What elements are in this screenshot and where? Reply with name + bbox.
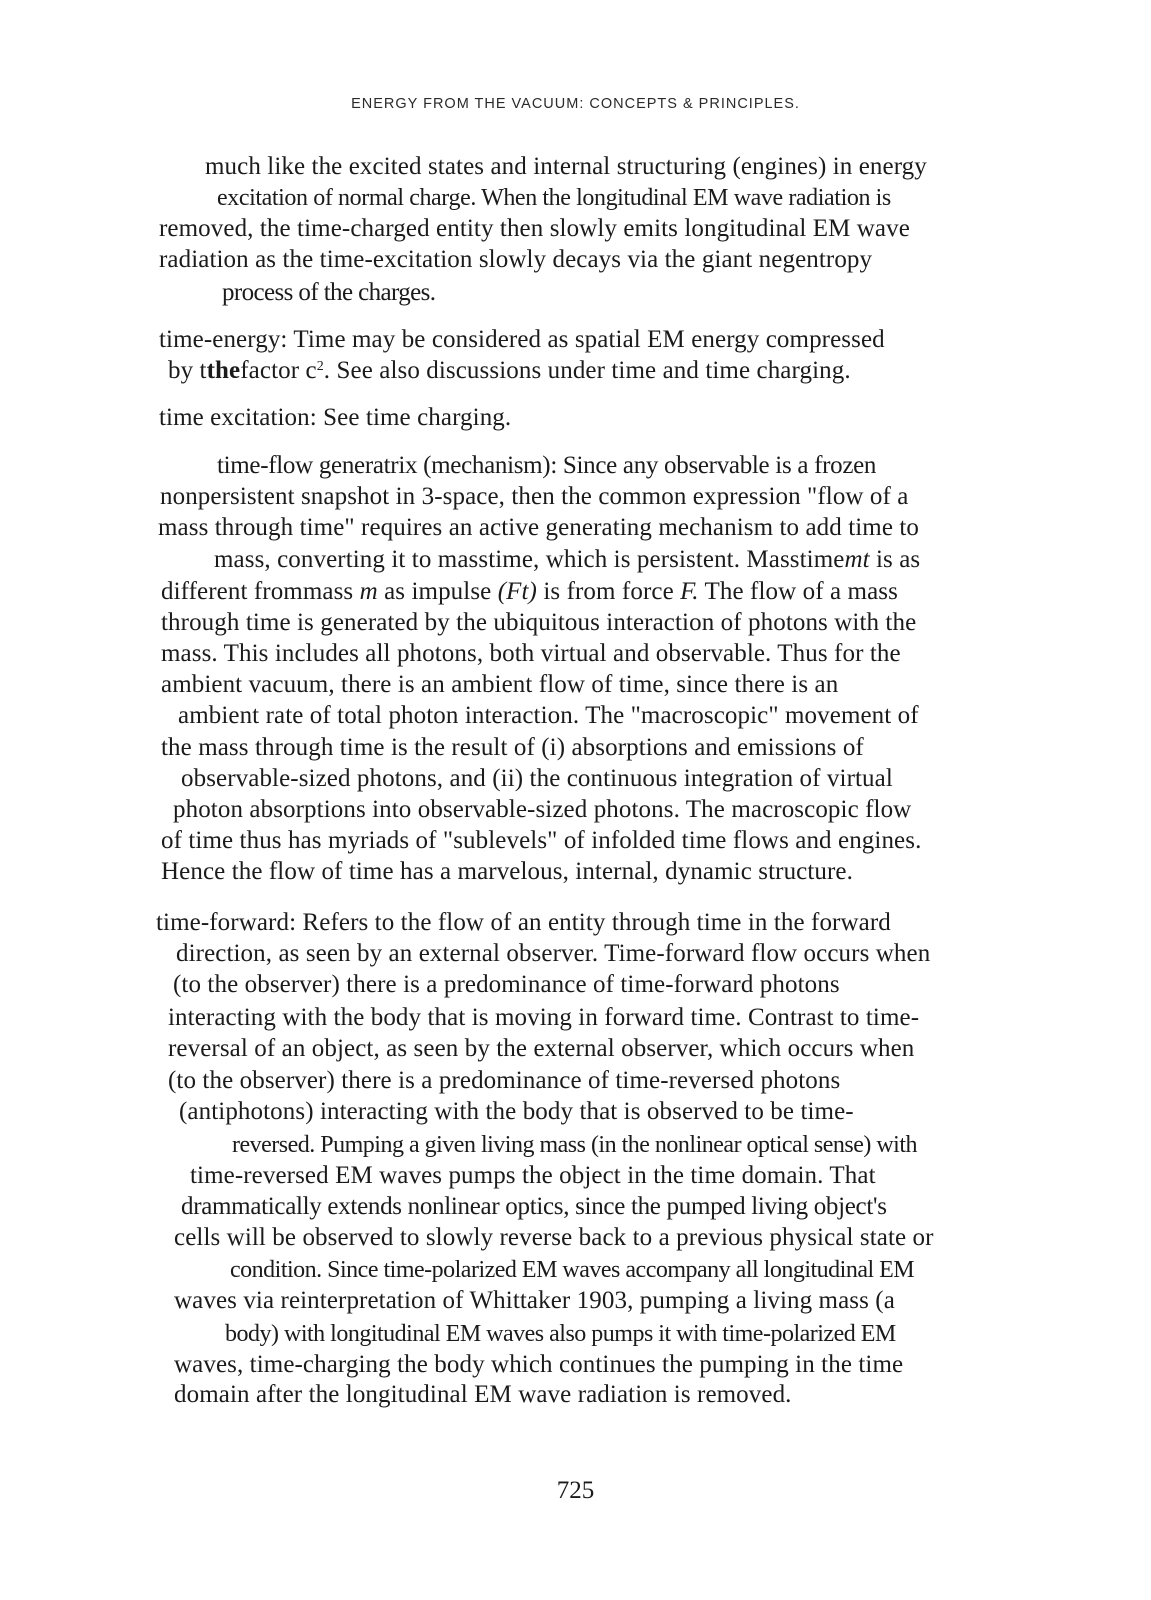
text-line: observable-sized photons, and (ii) the continuous integration of virtual (181, 765, 893, 792)
text-line: interacting with the body that is moving in forward time. Contrast to time- (168, 1004, 920, 1031)
page-number: 725 (556, 1477, 595, 1504)
text-line: reversal of an object, as seen by the external observer, which occurs when (168, 1035, 915, 1062)
text-line: waves, time-charging the body which continues the pumping in the time (174, 1351, 904, 1378)
text-line: domain after the longitudinal EM wave radiation is removed. (174, 1381, 792, 1408)
text-line: photon absorptions into observable-sized photons. The macroscopic flow (173, 796, 912, 823)
text-line: time-reversed EM waves pumps the object in the time domain. That (190, 1162, 876, 1189)
running-header: ENERGY FROM THE VACUUM: CONCEPTS & PRINCIPLES. (351, 96, 800, 112)
text-line: much like the excited states and internal structuring (engines) in energy (205, 153, 927, 180)
entry-time-flow-generatrix: time-flow generatrix (mechanism): Since any observable is a frozen (217, 452, 877, 479)
text-line: the mass through time is the result of (i) absorptions and emissions of (161, 734, 864, 761)
entry-time-forward: time-forward: Refers to the flow of an entity through time in the forward (156, 909, 891, 936)
text-line: reversed. Pumping a given living mass (in the nonlinear optical sense) with (232, 1132, 918, 1158)
entry-time-excitation: time excitation: See time charging. (159, 404, 512, 431)
text-line: mass, converting it to masstime, which is persistent. Masstimemt is as (214, 546, 921, 573)
text-line: by tthefactor $c^2$. See also discussions under time and time charging. (168, 357, 851, 384)
text-line: drammatically extends nonlinear optics, since the pumped living object's (181, 1193, 887, 1220)
text-line: body) with longitudinal EM waves also pumps it with time-polarized EM (225, 1321, 896, 1347)
text-line: process of the charges. (222, 279, 436, 306)
text-line: Hence the flow of time has a marvelous, internal, dynamic structure. (161, 858, 853, 885)
text-line: removed, the time-charged entity then slowly emits longitudinal EM wave (159, 215, 910, 242)
text-line: condition. Since time-polarized EM waves accompany all longitudinal EM (230, 1257, 915, 1283)
text-line: radiation as the time-excitation slowly decays via the giant negentropy (159, 246, 873, 273)
text-line: of time thus has myriads of "sublevels" of infolded time flows and engines. (161, 827, 922, 854)
entry-time-energy: time-energy: Time may be considered as spatial EM energy compressed (159, 326, 885, 353)
text-line: mass. This includes all photons, both virtual and observable. Thus for the (161, 640, 901, 667)
text-line: direction, as seen by an external observer. Time-forward flow occurs when (176, 940, 931, 967)
text-line: (to the observer) there is a predominance of time-reversed photons (168, 1067, 841, 1094)
text-line: mass through time" requires an active generating mechanism to add time to (158, 514, 920, 541)
text-line: ambient rate of total photon interaction. The "macroscopic" movement of (178, 702, 919, 729)
text-line: through time is generated by the ubiquitous interaction of photons with the (161, 609, 917, 636)
text-line: waves via reinterpretation of Whittaker 1903, pumping a living mass (a (174, 1287, 895, 1314)
text-line: different frommass m as impulse (Ft) is from force F. The flow of a mass (161, 578, 898, 605)
text-line: cells will be observed to slowly reverse back to a previous physical state or (174, 1224, 934, 1251)
text-line: excitation of normal charge. When the longitudinal EM wave radiation is (217, 185, 891, 211)
text-line: nonpersistent snapshot in 3-space, then the common expression "flow of a (160, 483, 909, 510)
text-line: (antiphotons) interacting with the body that is observed to be time- (179, 1098, 854, 1125)
text-line: ambient vacuum, there is an ambient flow of time, since there is an (161, 671, 839, 698)
text-line: (to the observer) there is a predominance of time-forward photons (173, 971, 840, 998)
